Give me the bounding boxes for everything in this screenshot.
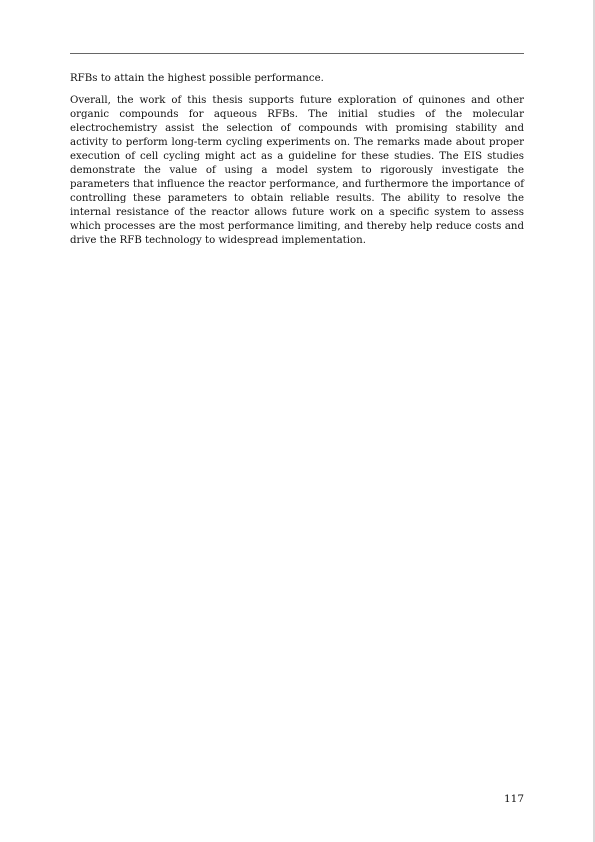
page-number: 117 bbox=[503, 793, 524, 805]
paragraph-continuation: RFBs to attain the highest possible performance. bbox=[70, 73, 324, 84]
header-rule bbox=[70, 53, 524, 54]
page-body bbox=[70, 72, 524, 248]
paragraph-conclusion: Overall, the work of this thesis supports future exploration of quinones and other organic compounds for aqueous RFBs. The initial studies of the molecular electrochemistry assist the selection of compounds with promising stability and activity to perform long-term cycling experiments on. The remarks made about proper execution of cell cycling might act as a guideline for these studies. The EIS studies demonstrate the value of using a model system to rigorously investigate the parameters that influence the reactor performance, and furthermore the importance of controlling these parameters to obtain reliable results. The ability to resolve the internal resistance of the reactor allows future work on a specific system to assess which processes are the most performance limiting, and thereby help reduce costs and drive the RFB technology to widespread implementation. bbox=[70, 95, 524, 246]
